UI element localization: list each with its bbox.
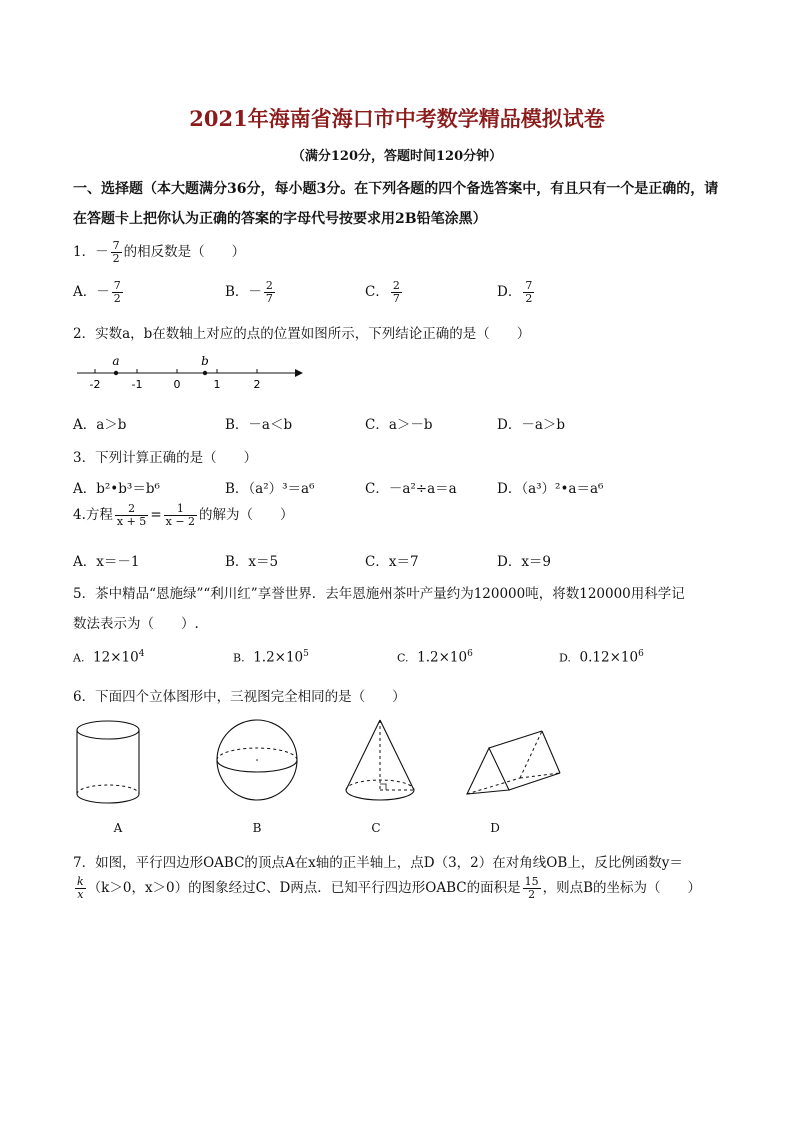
option-label: B.	[233, 651, 245, 665]
point-b-label: b	[201, 354, 209, 368]
q4-option-a[interactable]: A．x＝－1	[73, 554, 140, 570]
number-line-arrow-icon	[295, 369, 303, 377]
q4-option-d[interactable]: D．x＝9	[497, 554, 552, 570]
point-a-dot	[114, 371, 118, 375]
tick-label: 2	[253, 378, 261, 391]
page-title: 2021年海南省海口市中考数学精品模拟试卷	[189, 106, 605, 131]
option-fraction	[264, 280, 275, 304]
frac-num: 2	[265, 279, 273, 293]
q2-option-a[interactable]: A．a＞b	[73, 417, 127, 433]
tick-label: 1	[213, 378, 221, 391]
number-line	[73, 350, 303, 395]
q1-text: 的相反数是（ ）	[123, 244, 246, 260]
option-label: C．	[365, 284, 389, 300]
q3-option-c[interactable]: C．－a²÷a＝a	[365, 481, 457, 497]
option-label: A．	[73, 284, 97, 300]
option-exponent: 4	[138, 649, 145, 659]
section-heading-line1: 一、选择题（本大题满分36分，每小题3分。在下列各题的四个备选答案中，有且只有一个是正确的，请	[73, 181, 719, 197]
q4-option-c[interactable]: C．x＝7	[365, 554, 419, 570]
frac-num: 1	[164, 503, 197, 516]
tick-label: 0	[173, 378, 181, 391]
option-base: 1.2×10	[253, 649, 304, 666]
frac-num: 7	[113, 279, 121, 293]
q2-option-c[interactable]: C．a＞－b	[365, 417, 433, 433]
frac-den: 2	[525, 292, 533, 305]
q2-option-d[interactable]: D．－a＞b	[497, 417, 566, 433]
q4-prefix: 4.方程	[73, 507, 113, 523]
option-base: 0.12×10	[579, 649, 639, 666]
cone-figure[interactable]	[340, 718, 420, 808]
q3-option-a[interactable]: A．b²•b³＝b⁶	[73, 481, 160, 497]
question-2: 2．实数a，b在数轴上对应的点的位置如图所示，下列结论正确的是（ ）	[73, 326, 531, 342]
option-label: D．	[497, 284, 522, 300]
frac-den: x + 5	[116, 515, 147, 528]
q5-option-c[interactable]	[397, 649, 473, 666]
figure-label-b: B	[252, 821, 262, 835]
question-7-line1: 7．如图，平行四边形OABC的顶点A在x轴的正半轴上，点D（3，2）在对角线OB上，反比例函数y＝	[73, 855, 683, 871]
frac-num: 15	[524, 875, 539, 889]
frac-den: 2	[528, 888, 536, 901]
option-label: A.	[73, 651, 85, 665]
figure-label-a: A	[113, 821, 123, 835]
option-base: 12×10	[93, 649, 139, 666]
q1-option-c[interactable]	[365, 280, 404, 305]
q1-option-d[interactable]	[497, 280, 536, 305]
question-5-line1: 5．茶中精品“恩施绿”“利川红”享誉世界．去年恩施州茶叶产量约为120000吨，将数120000用科学记	[73, 586, 685, 602]
frac-num: 2	[115, 503, 148, 516]
q4-fraction-left	[115, 503, 148, 527]
option-exponent: 6	[467, 649, 473, 659]
q2-option-b[interactable]: B．－a＜b	[225, 417, 293, 433]
question-5-line2: 数法表示为（ ）.	[73, 616, 199, 632]
q7-text-mid: （k＞0，x＞0）的图象经过C、D两点．已知平行四边形OABC的面积是	[87, 880, 521, 896]
point-a-label: a	[112, 354, 120, 368]
option-base: 1.2×10	[417, 649, 468, 666]
q1-frac-den: 2	[112, 252, 120, 265]
frac-num: k	[77, 875, 84, 889]
triangular-prism-figure[interactable]	[462, 728, 562, 803]
option-sign: －	[96, 284, 110, 300]
frac-den: x	[77, 888, 84, 901]
frac-den: 7	[265, 292, 273, 305]
point-b-dot	[203, 371, 207, 375]
option-fraction	[112, 280, 123, 304]
q1-frac-num: 7	[112, 239, 120, 253]
q7-text-end: ，则点B的坐标为（ ）	[542, 880, 702, 896]
cylinder-figure[interactable]	[74, 718, 144, 808]
question-7-line2	[73, 876, 701, 901]
option-sign: －	[248, 284, 262, 300]
q3-option-b[interactable]: B．（a²）³＝a⁶	[225, 481, 315, 497]
option-exponent: 5	[303, 649, 309, 659]
q4-option-b[interactable]: B．x＝5	[225, 554, 279, 570]
q5-option-d[interactable]	[559, 649, 644, 666]
tick-label: -1	[131, 378, 143, 391]
q1-number: 1．	[73, 244, 96, 260]
q4-equals: =	[150, 507, 162, 523]
figure-label-c: C	[371, 821, 381, 835]
frac-num: 7	[525, 279, 533, 293]
q4-text: 的解为（ ）	[199, 507, 294, 523]
q5-option-a[interactable]	[73, 649, 144, 666]
q3-option-d[interactable]: D．（a³）²•a＝a⁶	[497, 481, 604, 497]
q7-fraction-area	[523, 876, 541, 900]
option-fraction	[523, 280, 534, 304]
sphere-figure[interactable]	[214, 718, 304, 808]
question-3: 3．下列计算正确的是（ ）	[73, 450, 258, 466]
page-subtitle: （满分120分，答题时间120分钟）	[291, 149, 503, 164]
question-6: 6．下面四个立体图形中，三视图完全相同的是（ ）	[73, 689, 406, 705]
frac-den: x − 2	[165, 515, 196, 528]
question-1	[73, 240, 245, 265]
q1-option-a[interactable]	[73, 280, 125, 305]
frac-num: 2	[392, 279, 400, 293]
q1-option-b[interactable]	[225, 280, 277, 305]
option-label: C.	[397, 651, 409, 665]
figure-label-d: D	[490, 821, 500, 835]
q7-fraction-kx	[75, 876, 86, 900]
q1-sign: －	[95, 244, 109, 260]
q1-fraction	[111, 240, 122, 264]
option-label: D.	[559, 651, 571, 665]
number-line-ticks	[95, 369, 257, 373]
q4-fraction-right	[164, 503, 197, 527]
option-label: B．	[225, 284, 249, 300]
option-fraction	[391, 280, 402, 304]
frac-den: 7	[392, 292, 400, 305]
section-heading-line2: 在答题卡上把你认为正确的答案的字母代号按要求用2B铅笔涂黑）	[73, 211, 487, 227]
tick-label: -2	[89, 378, 101, 391]
option-exponent: 6	[638, 649, 644, 659]
question-4	[73, 503, 294, 528]
q5-option-b[interactable]	[233, 649, 309, 666]
frac-den: 2	[113, 292, 121, 305]
